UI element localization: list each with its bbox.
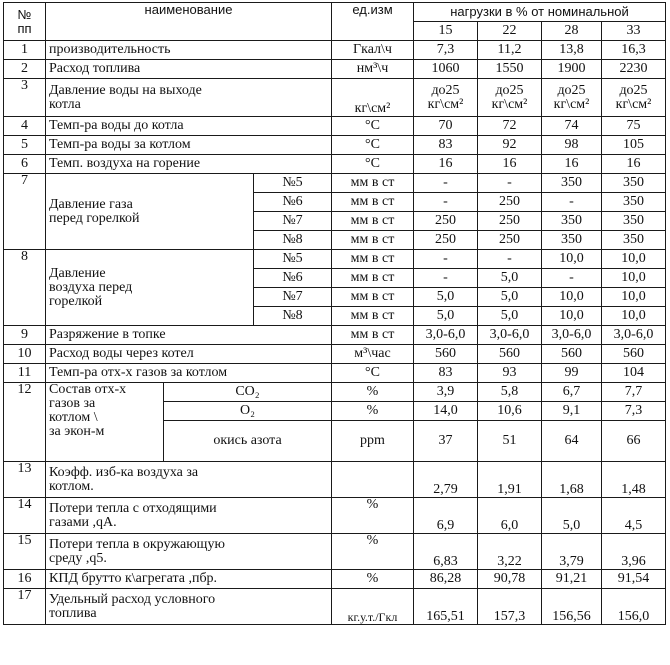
row-number: 4	[4, 117, 46, 136]
cell-value: 3,0-6,0	[478, 326, 542, 345]
cell-value: до25 кг\см²	[542, 79, 602, 117]
cell-value: 7,7	[602, 383, 666, 402]
row-number: 15	[4, 534, 46, 570]
table-row	[4, 155, 666, 174]
table-row	[4, 326, 666, 345]
cell-value: 3,96	[602, 534, 666, 570]
row-name: Давление воздуха перед горелкой	[46, 250, 254, 326]
row-unit: кг\см²	[332, 79, 414, 117]
cell-value: 250	[414, 212, 478, 231]
header-num: № пп	[4, 3, 46, 41]
cell-value: 16	[602, 155, 666, 174]
table-row	[4, 498, 666, 534]
row-number: 10	[4, 345, 46, 364]
burner-label: №5	[254, 250, 332, 269]
cell-value: 16	[542, 155, 602, 174]
cell-value: 1060	[414, 60, 478, 79]
row-unit: мм в ст	[332, 326, 414, 345]
row-name: Удельный расход условного топлива	[46, 589, 332, 625]
table-row	[4, 589, 666, 625]
row-name: Давление воды на выходе котла	[46, 79, 332, 117]
row-unit: ppm	[332, 421, 414, 462]
row-unit: °С	[332, 117, 414, 136]
cell-value: -	[478, 250, 542, 269]
row-number: 13	[4, 462, 46, 498]
table-row	[4, 462, 666, 498]
row-name: Темп-ра воды за котлом	[46, 136, 332, 155]
row-name: Коэфф. изб-ка воздуха за котлом.	[46, 462, 332, 498]
table-row	[4, 174, 666, 193]
cell-value: 74	[542, 117, 602, 136]
cell-value: 5,8	[478, 383, 542, 402]
row-unit: мм в ст	[332, 288, 414, 307]
burner-label: №8	[254, 307, 332, 326]
cell-value: 1,91	[478, 462, 542, 498]
cell-value: 75	[602, 117, 666, 136]
row-number: 12	[4, 383, 46, 462]
cell-value: 11,2	[478, 41, 542, 60]
cell-value: 250	[478, 193, 542, 212]
gas-component: O₂	[164, 402, 332, 421]
row-unit: мм в ст	[332, 231, 414, 250]
row-unit: мм в ст	[332, 193, 414, 212]
cell-value: 16	[414, 155, 478, 174]
cell-value: 5,0	[478, 269, 542, 288]
row-number: 3	[4, 79, 46, 117]
cell-value: 2230	[602, 60, 666, 79]
table-row	[4, 364, 666, 383]
row-unit: мм в ст	[332, 250, 414, 269]
load-15: 15	[414, 22, 478, 41]
table-row	[4, 534, 666, 570]
row-unit	[332, 462, 414, 498]
row-unit: мм в ст	[332, 174, 414, 193]
cell-value: 16,3	[602, 41, 666, 60]
cell-value: 83	[414, 364, 478, 383]
row-number: 1	[4, 41, 46, 60]
row-unit: %	[332, 498, 414, 534]
row-name: КПД брутто к\агрегата ,пбр.	[46, 570, 332, 589]
cell-value: -	[478, 174, 542, 193]
cell-value: до25 кг\см²	[414, 79, 478, 117]
cell-value: 91,21	[542, 570, 602, 589]
row-unit: мм в ст	[332, 212, 414, 231]
burner-label: №6	[254, 193, 332, 212]
cell-value: 92	[478, 136, 542, 155]
cell-value: -	[542, 269, 602, 288]
cell-value: 6,83	[414, 534, 478, 570]
cell-value: 1900	[542, 60, 602, 79]
cell-value: 90,78	[478, 570, 542, 589]
table-row	[4, 570, 666, 589]
cell-value: 2,79	[414, 462, 478, 498]
cell-value: 165,51	[414, 589, 478, 625]
row-name: Темп-ра отх-х газов за котлом	[46, 364, 332, 383]
cell-value: 350	[602, 231, 666, 250]
cell-value: 10,0	[602, 269, 666, 288]
cell-value: 9,1	[542, 402, 602, 421]
row-number: 11	[4, 364, 46, 383]
table-row	[4, 41, 666, 60]
row-name: Расход воды через котел	[46, 345, 332, 364]
cell-value: 86,28	[414, 570, 478, 589]
row-unit: м³\час	[332, 345, 414, 364]
row-number: 14	[4, 498, 46, 534]
cell-value: 70	[414, 117, 478, 136]
burner-label: №8	[254, 231, 332, 250]
cell-value: до25 кг\см²	[478, 79, 542, 117]
cell-value: 105	[602, 136, 666, 155]
header-row	[4, 3, 666, 22]
cell-value: 98	[542, 136, 602, 155]
document-page	[3, 2, 666, 625]
cell-value: -	[414, 174, 478, 193]
row-unit: Гкал\ч	[332, 41, 414, 60]
cell-value: 3,9	[414, 383, 478, 402]
cell-value: 66	[602, 421, 666, 462]
cell-value: 83	[414, 136, 478, 155]
cell-value: 6,7	[542, 383, 602, 402]
cell-value: 250	[414, 231, 478, 250]
row-name: Состав отх-х газов за котлом \ за экон-м	[46, 383, 164, 462]
burner-label: №7	[254, 288, 332, 307]
row-unit: мм в ст	[332, 307, 414, 326]
row-number: 2	[4, 60, 46, 79]
row-name: Потери тепла в окружающую среду ,q5.	[46, 534, 332, 570]
table-row	[4, 60, 666, 79]
cell-value: 93	[478, 364, 542, 383]
cell-value: 72	[478, 117, 542, 136]
load-33: 33	[602, 22, 666, 41]
row-number: 8	[4, 250, 46, 326]
cell-value: 6,9	[414, 498, 478, 534]
cell-value: 156,56	[542, 589, 602, 625]
row-name: Потери тепла с отходящими газами ,qA.	[46, 498, 332, 534]
cell-value: 5,0	[478, 307, 542, 326]
cell-value: 250	[478, 231, 542, 250]
row-name: Разряжение в топке	[46, 326, 332, 345]
cell-value: 5,0	[478, 288, 542, 307]
burner-label: №6	[254, 269, 332, 288]
cell-value: 3,79	[542, 534, 602, 570]
gas-component: CO₂	[164, 383, 332, 402]
row-number: 6	[4, 155, 46, 174]
burner-label: №5	[254, 174, 332, 193]
cell-value: -	[414, 269, 478, 288]
cell-value: 5,0	[542, 498, 602, 534]
cell-value: 350	[542, 231, 602, 250]
row-unit: кг.у.т./Гкл	[332, 589, 414, 625]
row-name: Темп. воздуха на горение	[46, 155, 332, 174]
cell-value: 350	[602, 193, 666, 212]
row-unit: °С	[332, 136, 414, 155]
cell-value: 6,0	[478, 498, 542, 534]
header-load: нагрузки в % от номинальной	[414, 3, 666, 22]
row-unit: °С	[332, 364, 414, 383]
row-number: 16	[4, 570, 46, 589]
cell-value: 7,3	[414, 41, 478, 60]
cell-value: 10,0	[542, 288, 602, 307]
cell-value: до25 кг\см²	[602, 79, 666, 117]
cell-value: 1,48	[602, 462, 666, 498]
cell-value: 3,0-6,0	[542, 326, 602, 345]
cell-value: 560	[542, 345, 602, 364]
row-name: Темп-ра воды до котла	[46, 117, 332, 136]
cell-value: 4,5	[602, 498, 666, 534]
cell-value: 1,68	[542, 462, 602, 498]
cell-value: 560	[414, 345, 478, 364]
table-row	[4, 383, 666, 402]
row-unit: мм в ст	[332, 269, 414, 288]
cell-value: 91,54	[602, 570, 666, 589]
row-name: производительность	[46, 41, 332, 60]
cell-value: 104	[602, 364, 666, 383]
table-row	[4, 345, 666, 364]
cell-value: 13,8	[542, 41, 602, 60]
cell-value: 10,0	[602, 307, 666, 326]
table-row	[4, 117, 666, 136]
boiler-load-table	[3, 2, 666, 625]
row-unit: %	[332, 534, 414, 570]
row-number: 7	[4, 174, 46, 250]
row-unit: нм³\ч	[332, 60, 414, 79]
cell-value: 3,22	[478, 534, 542, 570]
row-name: Давление газа перед горелкой	[46, 174, 254, 250]
cell-value: 64	[542, 421, 602, 462]
row-unit: %	[332, 570, 414, 589]
cell-value: -	[414, 250, 478, 269]
table-row	[4, 136, 666, 155]
cell-value: 10,0	[542, 307, 602, 326]
cell-value: 10,0	[542, 250, 602, 269]
cell-value: 1550	[478, 60, 542, 79]
cell-value: -	[414, 193, 478, 212]
cell-value: 5,0	[414, 288, 478, 307]
cell-value: 560	[602, 345, 666, 364]
cell-value: 560	[478, 345, 542, 364]
cell-value: -	[542, 193, 602, 212]
load-22: 22	[478, 22, 542, 41]
cell-value: 350	[542, 212, 602, 231]
header-unit: ед.изм	[332, 3, 414, 41]
burner-label: №7	[254, 212, 332, 231]
cell-value: 157,3	[478, 589, 542, 625]
cell-value: 156,0	[602, 589, 666, 625]
cell-value: 5,0	[414, 307, 478, 326]
cell-value: 16	[478, 155, 542, 174]
row-number: 17	[4, 589, 46, 625]
cell-value: 3,0-6,0	[414, 326, 478, 345]
row-unit: °С	[332, 155, 414, 174]
cell-value: 3,0-6,0	[602, 326, 666, 345]
row-number: 5	[4, 136, 46, 155]
cell-value: 350	[542, 174, 602, 193]
cell-value: 99	[542, 364, 602, 383]
cell-value: 350	[602, 174, 666, 193]
cell-value: 37	[414, 421, 478, 462]
table-row	[4, 79, 666, 117]
gas-component: окись азота	[164, 421, 332, 462]
cell-value: 51	[478, 421, 542, 462]
cell-value: 10,0	[602, 288, 666, 307]
cell-value: 7,3	[602, 402, 666, 421]
cell-value: 10,0	[602, 250, 666, 269]
header-name: наименование	[46, 3, 332, 41]
row-unit: %	[332, 402, 414, 421]
row-name: Расход топлива	[46, 60, 332, 79]
row-unit: %	[332, 383, 414, 402]
cell-value: 350	[602, 212, 666, 231]
cell-value: 250	[478, 212, 542, 231]
cell-value: 10,6	[478, 402, 542, 421]
table-row	[4, 250, 666, 269]
cell-value: 14,0	[414, 402, 478, 421]
row-number: 9	[4, 326, 46, 345]
load-28: 28	[542, 22, 602, 41]
